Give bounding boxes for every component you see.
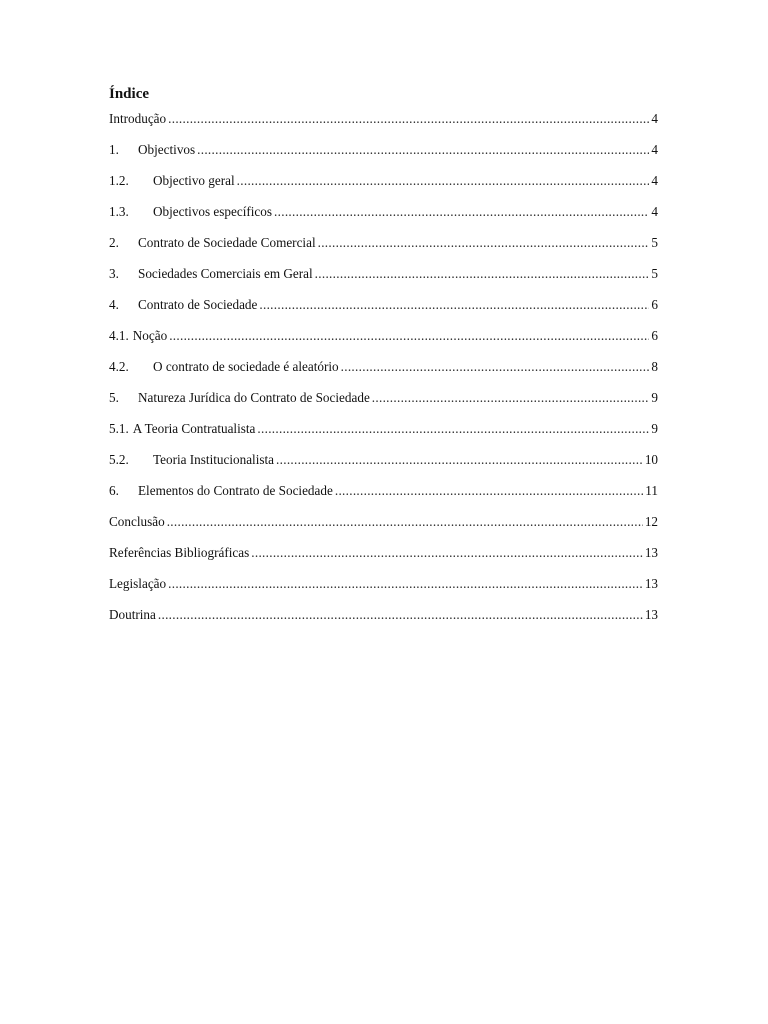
toc-dot-leader: [259, 295, 649, 315]
toc-entry-number: 4.: [109, 297, 119, 312]
toc-entry-number: 5.: [109, 390, 119, 405]
toc-dot-leader: [276, 450, 643, 470]
toc-entry-label: Objectivo geral: [153, 173, 235, 188]
toc-entry-objectivos[interactable]: [109, 140, 658, 171]
toc-dot-leader: [169, 326, 649, 346]
toc-entry-conclusao[interactable]: [109, 512, 658, 543]
toc-entry-page: 4: [651, 142, 658, 157]
toc-entry-legislacao[interactable]: [109, 574, 658, 605]
toc-title: Índice: [109, 86, 150, 102]
toc-entry-teoria-institucionalista[interactable]: [109, 450, 658, 481]
toc-dot-leader: [335, 481, 643, 501]
toc-entry-number: 3.: [109, 266, 119, 281]
toc-entry-page: 13: [644, 607, 658, 622]
toc-dot-leader: [237, 171, 650, 191]
toc-entry-number: 1.: [109, 142, 119, 157]
toc-entry-sociedades-comerciais[interactable]: [109, 264, 658, 295]
toc-entry-number: 5.2.: [109, 452, 129, 467]
toc-entry-contrato-aleatorio[interactable]: [109, 357, 658, 388]
toc-entry-doutrina[interactable]: [109, 605, 658, 636]
toc-entry-page: 11: [645, 483, 658, 498]
toc-entry-natureza-juridica[interactable]: [109, 388, 658, 419]
toc-entry-label: Conclusão: [109, 514, 165, 529]
toc-entry-elementos-contrato[interactable]: [109, 481, 658, 512]
toc-entry-page: 4: [651, 111, 658, 126]
toc-entry-teoria-contratualista[interactable]: [109, 419, 658, 450]
toc-entry-number: 4.1.: [109, 328, 129, 343]
toc-entry-page: 9: [651, 421, 658, 436]
toc-entry-number: 2.: [109, 235, 119, 250]
toc-entry-page: 8: [651, 359, 658, 374]
toc-entry-page: 9: [651, 390, 658, 405]
toc-entry-page: 5: [651, 266, 658, 281]
toc-entry-label: Sociedades Comerciais em Geral: [138, 266, 313, 281]
toc-dot-leader: [274, 202, 649, 222]
toc-entry-label: Contrato de Sociedade Comercial: [138, 235, 316, 250]
toc-dot-leader: [257, 419, 649, 439]
toc-entry-page: 5: [651, 235, 658, 250]
toc-entry-nocao[interactable]: [109, 326, 658, 357]
toc-dot-leader: [341, 357, 650, 377]
toc-entry-referencias[interactable]: [109, 543, 658, 574]
toc-entry-label: A Teoria Contratualista: [132, 421, 256, 436]
toc-entry-page: 13: [644, 576, 658, 591]
toc-entry-number: 1.3.: [109, 204, 129, 219]
toc-entry-label: Doutrina: [109, 607, 156, 622]
table-of-contents: [109, 109, 658, 636]
toc-entry-label: Legislação: [109, 576, 167, 591]
toc-entry-objectivo-geral[interactable]: [109, 171, 658, 202]
toc-entry-introducao[interactable]: [109, 109, 658, 140]
toc-entry-label: Natureza Jurídica do Contrato de Sociedade: [138, 390, 370, 405]
toc-entry-objectivos-especificos[interactable]: [109, 202, 658, 233]
toc-dot-leader: [197, 140, 649, 160]
toc-entry-label: O contrato de sociedade é aleatório: [153, 359, 339, 374]
toc-entry-label: Elementos do Contrato de Sociedade: [138, 483, 333, 498]
toc-dot-leader: [168, 574, 643, 594]
toc-entry-page: 6: [651, 297, 658, 312]
toc-entry-page: 4: [651, 204, 658, 219]
toc-entry-number: 4.2.: [109, 359, 129, 374]
toc-entry-page: 6: [651, 328, 658, 343]
toc-entry-page: 12: [644, 514, 658, 529]
toc-dot-leader: [158, 605, 643, 625]
toc-dot-leader: [372, 388, 650, 408]
toc-entry-label: Noção: [132, 328, 168, 343]
toc-dot-leader: [318, 233, 650, 253]
toc-entry-number: 6.: [109, 483, 119, 498]
toc-entry-label: Contrato de Sociedade: [138, 297, 258, 312]
toc-entry-number: 5.1.: [109, 421, 129, 436]
toc-entry-page: 4: [651, 173, 658, 188]
toc-entry-page: 13: [644, 545, 658, 560]
toc-dot-leader: [251, 543, 643, 563]
toc-entry-label: Objectivos específicos: [153, 204, 273, 219]
toc-dot-leader: [315, 264, 650, 284]
toc-entry-label: Teoria Institucionalista: [153, 452, 275, 467]
toc-entry-contrato-de-sociedade[interactable]: [109, 295, 658, 326]
toc-entry-label: Introdução: [109, 111, 167, 126]
toc-dot-leader: [168, 109, 649, 129]
toc-entry-label: Objectivos: [138, 142, 196, 157]
toc-entry-page: 10: [644, 452, 658, 467]
toc-entry-contrato-sociedade-comercial[interactable]: [109, 233, 658, 264]
toc-dot-leader: [167, 512, 643, 532]
toc-entry-label: Referências Bibliográficas: [109, 545, 250, 560]
toc-entry-number: 1.2.: [109, 173, 129, 188]
